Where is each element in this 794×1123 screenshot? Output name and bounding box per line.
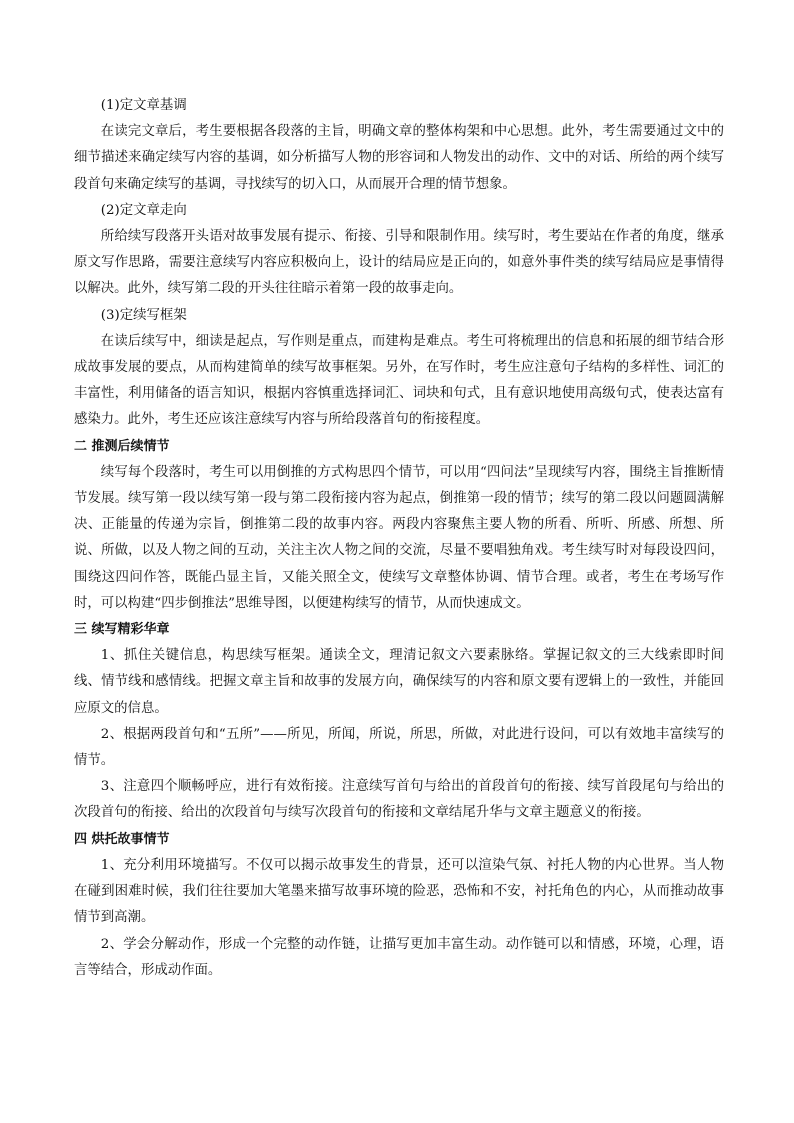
paragraph: 在读后续写中，细读是起点，写作则是重点，而建构是难点。考生可将梳理出的信息和拓展的细节结合形成故事发展的要点，从而构建简单的续写故事框架。另外，在写作时，考生应注意句子结构的多样性、词汇的丰富性，利用储备的语言知识，根据内容慎重选择词汇、词块和句式，且有意识地使用高级句式，使表达富有感染力。此外，考生还应该注意续写内容与所给段落首句的衔接程度。 bbox=[74, 333, 724, 428]
subheading-3: (3)定续写框架 bbox=[100, 307, 187, 323]
subheading-1: (1)定文章基调 bbox=[100, 98, 187, 113]
list-item: 2、根据两段首句和“五所”——所见，所闻，所说，所思，所做，对此进行设问，可以有效地丰富续写的情节。 bbox=[74, 726, 724, 769]
paragraph: 在读完文章后，考生要根据各段落的主旨，明确文章的整体构架和中心思想。此外，考生需要通过文中的细节描述来确定续写内容的基调，如分析描写人物的形容词和人物发出的动作、文中的对话、所给的两个续写段首句来确定续写的基调，寻找续写的切入口，从而展开合理的情节想象。 bbox=[74, 124, 724, 192]
subheading-2: (2)定文章走向 bbox=[100, 202, 187, 218]
paragraph: 所给续写段落开头语对故事发展有提示、衔接、引导和限制作用。续写时，考生要站在作者的角度，继承原文写作思路，需要注意续写内容应积极向上，设计的结局应是正向的，如意外事件类的续写结局应是事情得以解决。此外，续写第二段的开头往往暗示着第一段的故事走向。 bbox=[74, 229, 724, 297]
section-heading-4: 四 烘托故事情节 bbox=[74, 831, 170, 847]
list-item: 3、注意四个顺畅呼应，进行有效衔接。注意续写首句与给出的首段首句的衔接、续写首段尾句与给出的次段首句的衔接、给出的次段首句与续写次段首句的衔接和文章结尾升华与文章主题意义的衔接。 bbox=[74, 779, 724, 821]
section-heading-3: 三 续写精彩华章 bbox=[74, 622, 170, 638]
document-body bbox=[74, 93, 724, 984]
section-heading-2: 二 推测后续情节 bbox=[74, 438, 170, 454]
list-item: 2、学会分解动作，形成一个完整的动作链，让描写更加丰富生动。动作链可以和情感，环境，心理，语言等结合，形成动作面。 bbox=[74, 936, 724, 978]
paragraph: 续写每个段落时，考生可以用倒推的方式构思四个情节，可以用“四问法”呈现续写内容，围绕主旨推断情节发展。续写第一段以续写第一段与第二段衔接内容为起点，倒推第一段的情节；续写的第二段以问题圆满解决、正能量的传递为宗旨，倒推第二段的故事内容。两段内容聚焦主要人物的所看、所听、所感、所想、所说、所做，以及人物之间的互动，关注主次人物之间的交流，尽量不要唱独角戏。考生续写时对每段设四问，围绕这四问作答，既能凸显主旨，又能关照全文，使续写文章整体协调、情节合理。或者，考生在考场写作时，可以构建“四步倒推法”思维导图，以便建构续写的情节，从而快速成文。 bbox=[74, 464, 724, 611]
list-item: 1、充分利用环境描写。不仅可以揭示故事发生的背景，还可以渲染气氛、衬托人物的内心世界。当人物在碰到困难时候，我们往往要加大笔墨来描写故事环境的险恶，恐怖和不安，衬托角色的内心，从而推动故事情节到高潮。 bbox=[74, 857, 724, 926]
list-item: 1、抓住关键信息，构思续写框架。通读全文，理清记叙文六要素脉络。掌握记叙文的三大线索即时间线、情节线和感情线。把握文章主旨和故事的发展方向，确保续写的内容和原文要有逻辑上的一致性，并能回应原文的信息。 bbox=[74, 648, 724, 716]
